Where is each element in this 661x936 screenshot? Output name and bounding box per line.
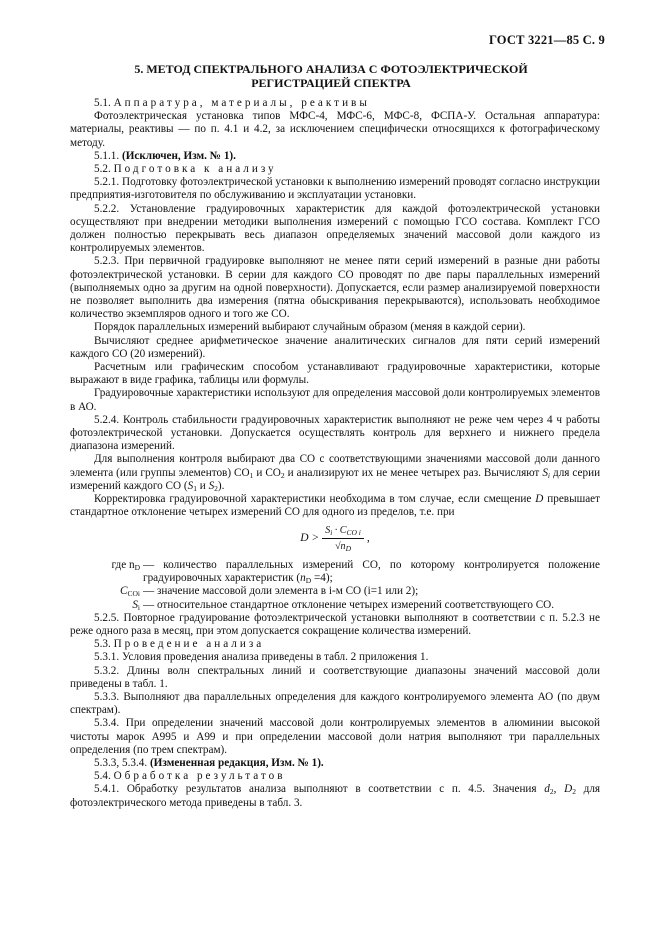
paragraph-5-3-4: 5.3.4. При определении значений массовой доли контролируемых элементов в алюминии высокой чистоты марок А995 и А99 и при определении массовой доли натрия выполняют три параллельных определения (по трем спектрам). bbox=[70, 717, 600, 756]
section-title-line2: РЕГИСТРАЦИЕЙ СПЕКТРА bbox=[251, 76, 411, 90]
subsection-5-2-heading: 5.2. Подготовка к анализу bbox=[94, 163, 277, 176]
paragraph-use: Градуировочные характеристики используют для определения массовой доли контролируемых элементов в АО. bbox=[70, 387, 600, 413]
paragraph-5-2-4: 5.2.4. Контроль стабильности градуировочных характеристик выполняют не реже чем через 4 ч работы фотоэлектрической установки. Допускается осуществлять контроль для верхнего и нижнего предела диапазона измерений. bbox=[70, 413, 600, 453]
section-title-line1: 5. МЕТОД СПЕКТРАЛЬНОГО АНАЛИЗА С ФОТОЭЛЕКТРИЧЕСКОЙ bbox=[134, 62, 528, 76]
paragraph-5-2-1: 5.2.1. Подготовку фотоэлектрической установки к выполнению измерений проводят согласно инструкции предприятия-изготовителя по обслуживанию и эксплуатации установки. bbox=[70, 176, 600, 202]
subsection-5-4-heading: 5.4. Обработка результатов bbox=[94, 770, 286, 783]
document-body bbox=[70, 97, 600, 810]
paragraph-5-3-3-4-amend: 5.3.3, 5.3.4. (Измененная редакция, Изм. № 1). bbox=[94, 756, 324, 769]
paragraph-5-3-3: 5.3.3. Выполняют два параллельных определения для каждого контролируемого элемента АО (по двум спектрам). bbox=[70, 690, 600, 717]
definition-nd: где $n_D$ — количество параллельных измерений СО, по которому контролируется положение градуировочных характеристик $(n_D =4)$; bbox=[111, 558, 600, 586]
paragraph-5-2-3: 5.2.3. При первичной градуировке выполняют не менее пяти серий измерений в разные дни работы фотоэлектрической установки. В серии для каждого СО проводят по две пары параллельных измерений (выполняемых одно за другим на одной поверхности). Допускается, если размер анализируемой поверхности не позволяет выполнить два измерения (пятна обыскривания перекрываются), использовать необходимое количество экземпляров одного и того же СО. bbox=[70, 255, 600, 321]
formula-definitions bbox=[70, 559, 600, 612]
paragraph-control: Для выполнения контроля выбирают два СО с соответствующими значениями массовой доли данного элемента (или группы элементов) $СО_1$ и $СО_2$ и анализируют их не менее четырех раз. Вычисляют $S_i$ для серии измерений каждого СО ($S_1$ и $S_2$). bbox=[70, 453, 601, 493]
paragraph-5-2-2: 5.2.2. Установление градуировочных характеристик для каждой фотоэлектрической установки осуществляют при внедрении методики выполнения измерений с помощью ГСО состава. Комплект ГСО должен полностью перекрывать весь диапазон определяемых значений массовой доли каждого из контролируемых элементов. bbox=[70, 202, 600, 255]
subsection-5-1-heading: 5.1. Аппаратура, материалы, реактивы bbox=[94, 97, 370, 109]
paragraph-5-3-1: 5.3.1. Условия проведения анализа приведены в табл. 2 приложения 1. bbox=[94, 651, 429, 664]
formula-d-criterion: D > $\frac{S_i \cdot C_{CO i}}{√n_D}$ , bbox=[300, 524, 370, 553]
formula-fraction: $\frac{S_i \cdot C_{CO i}}{√n_D}$ bbox=[322, 524, 364, 553]
paragraph-5-2-5: 5.2.5. Повторное градуирование фотоэлектрической установки выполняют в соответствии с п. 5.2.3 не реже одного раза в месяц, при этом допускается сокращение количества измерений. bbox=[70, 611, 600, 637]
definition-cco: $C_{COi}$ — значение массовой доли элемента в i-м СО (i=1 или 2); bbox=[120, 585, 419, 599]
paragraph-order: Порядок параллельных измерений выбирают случайным образом (меняя в каждой серии). bbox=[94, 321, 526, 334]
definition-si: $S_i$ — относительное стандартное отклонение четырех измерений соответствующего СО. bbox=[132, 598, 555, 612]
paragraph-5-1: Фотоэлектрическая установка типов МФС-4, МФС-6, МФС-8, ФСПА-У. Остальная аппаратура: материалы, реактивы — по п. 4.1 и 4.2, за исключением специфически относящихся к фотографическому методу. bbox=[70, 110, 600, 149]
paragraph-5-4-1: 5.4.1. Обработку результатов анализа выполняют в соответствии с п. 4.5. Значения $d_2$, $D_2$ для фотоэлектрического метода приведены в табл. 3. bbox=[70, 783, 601, 809]
page-header: ГОСТ 3221—85 С. 9 bbox=[488, 33, 605, 47]
paragraph-5-1-1: 5.1.1. (Исключен, Изм. № 1). bbox=[94, 149, 236, 162]
section-title bbox=[70, 62, 592, 90]
paragraph-5-3-2: 5.3.2. Длины волн спектральных линий и соответствующие диапазоны значений массовой доли приведены в табл. 1. bbox=[70, 664, 600, 690]
paragraph-calc: Расчетным или графическим способом устанавливают градуировочные характеристики, которые выражают в виде графика, таблицы или формулы. bbox=[70, 361, 600, 387]
paragraph-mean: Вычисляют среднее арифметическое значение аналитических сигналов для пяти серий измерений каждого СО (20 измерений). bbox=[70, 334, 600, 360]
paragraph-correction: Корректировка градуировочной характеристики необходима в том случае, если смещение D превышает стандартное отклонение четырех измерений СО для одного из пределов, т.е. при bbox=[70, 493, 601, 519]
subsection-5-3-heading: 5.3. Проведение анализа bbox=[94, 638, 265, 651]
